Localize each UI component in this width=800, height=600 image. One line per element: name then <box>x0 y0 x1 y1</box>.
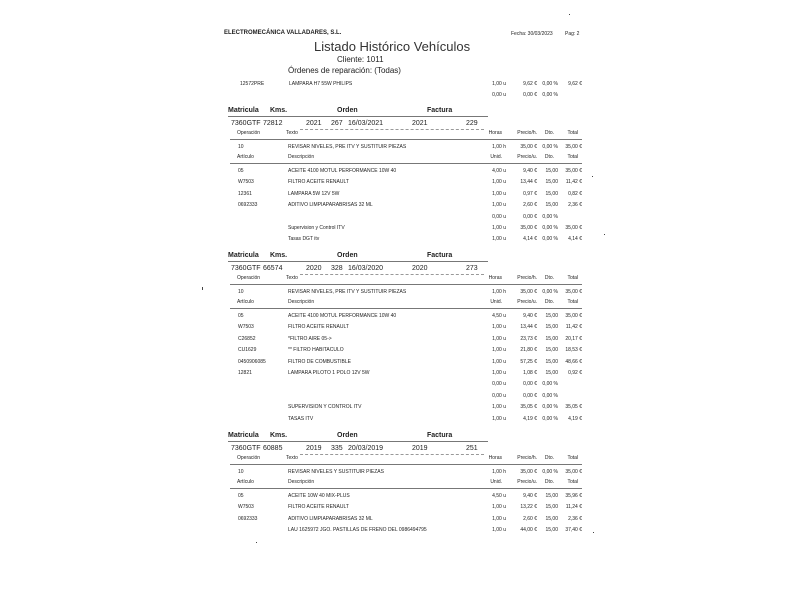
total-header: Total <box>567 275 578 281</box>
item-dto: 0,00 % <box>542 225 558 231</box>
matricula-label: Matricula <box>228 432 259 439</box>
item-price: 4,19 € <box>523 415 537 422</box>
dto-header: Dto. <box>544 299 554 305</box>
operation-total: 35,00 € <box>565 469 582 475</box>
dto-header: Dto. <box>544 455 554 461</box>
item-total: 37,40 € <box>565 527 582 534</box>
item-price: 2,60 € <box>523 515 537 522</box>
item-desc: Supervision y Control ITV <box>288 225 345 231</box>
item-price: 0,00 € <box>523 381 537 388</box>
item-dto: 15,00 <box>545 168 558 174</box>
intro-desc: LAMPARA H7 55W PHILIPS <box>289 81 353 87</box>
item-total: 35,05 € <box>565 404 582 411</box>
header-rule <box>230 163 582 164</box>
operation-total: 35,00 € <box>565 289 582 295</box>
item-desc: LAMPARA 5W 12V 5W <box>288 190 340 197</box>
item-price: 0,00 € <box>523 213 537 220</box>
section-top-rule <box>228 441 488 442</box>
item-qty: 1,00 u <box>492 504 506 511</box>
item-code: 12821 <box>238 370 252 376</box>
item-qty: 1,00 u <box>492 324 506 331</box>
orders-filter: Órdenes de reparación: (Todas) <box>288 66 401 75</box>
dto-header: Dto. <box>544 130 554 136</box>
item-desc: FILTRO ACEITE RENAULT <box>288 179 349 186</box>
item-total: 4,14 € <box>568 236 582 243</box>
item-qty: 1,00 u <box>492 404 506 411</box>
operation-dto: 0,00 % <box>542 144 558 150</box>
vehicle-plate: 7360GTF <box>231 120 261 127</box>
dto-header: Dto. <box>544 275 554 281</box>
item-dto: 0,00 % <box>542 415 558 422</box>
precioh-header: Precio/h. <box>517 455 537 461</box>
item-price: 1,08 € <box>523 370 537 376</box>
order-year: 2021 <box>306 120 322 127</box>
operation-hours: 1,00 h <box>492 144 506 150</box>
item-total: 2,36 € <box>568 202 582 209</box>
order-date: 16/03/2021 <box>348 120 384 127</box>
item-code: W7503 <box>238 504 254 511</box>
item-desc: ** FILTRO HABITACULO <box>288 347 344 354</box>
order-number: 335 <box>331 445 343 452</box>
item-desc: FILTRO DE COMBUSTIBLE <box>288 358 351 365</box>
operation-hours: 1,00 h <box>492 469 506 475</box>
header-rule <box>230 308 582 309</box>
operacion-header: Operación <box>237 130 261 136</box>
operation-code: 10 <box>238 144 244 150</box>
item-price: 13,22 € <box>520 504 537 511</box>
item-price: 9,40 € <box>523 313 537 319</box>
item-price: 0,97 € <box>523 190 537 197</box>
item-qty: 4,50 u <box>492 313 506 319</box>
item-qty: 1,00 u <box>492 415 506 422</box>
item-qty: 1,00 u <box>492 370 506 376</box>
operation-price: 35,00 € <box>520 469 537 475</box>
item-qty: 1,00 u <box>492 236 506 243</box>
articulo-header: Artículo <box>237 299 254 305</box>
item-desc: ADITIVO LIMPIAPARABRISAS 32 ML <box>288 515 373 522</box>
order-year: 2020 <box>306 265 322 272</box>
precio-header: Precio/u. <box>517 479 537 485</box>
item-dto: 15,00 <box>545 179 558 186</box>
item-price: 44,00 € <box>520 527 537 534</box>
total-header: Total <box>567 154 578 160</box>
item-code: W7503 <box>238 324 254 331</box>
item-price: 9,40 € <box>523 493 537 499</box>
item-code: 0692333 <box>238 202 258 209</box>
operation-text: REVISAR NIVELES, PRE ITV Y SUSTITUIR PIEZAS <box>288 289 407 295</box>
item-desc: ACEITE 4100 MOTUL PERFORMANCE 10W 40 <box>288 313 397 319</box>
factura-label: Factura <box>427 107 453 114</box>
item-qty: 1,00 u <box>492 202 506 209</box>
descripcion-header: Descripción <box>288 154 315 160</box>
total-header: Total <box>567 455 578 461</box>
item-dto: 15,00 <box>545 504 558 511</box>
item-qty: 4,00 u <box>492 168 506 174</box>
intro-total: 9,62 € <box>568 81 582 87</box>
intro-qty: 1,00 u <box>492 81 506 87</box>
item-desc: FILTRO ACEITE RENAULT <box>288 324 349 331</box>
item-qty: 1,00 u <box>492 335 506 342</box>
descripcion-header: Descripción <box>288 479 315 485</box>
item-desc: ACEITE 4100 MOTUL PERFORMANCE 10W 40 <box>288 168 397 174</box>
item-total: 0,82 € <box>568 190 582 197</box>
dto-header: Dto. <box>544 154 554 160</box>
invoice-year: 2021 <box>412 120 428 127</box>
operation-code: 10 <box>238 469 244 475</box>
factura-label: Factura <box>427 252 453 259</box>
item-qty: 0,00 u <box>492 381 506 388</box>
item-qty: 1,00 u <box>492 347 506 354</box>
header-rule <box>230 139 582 140</box>
item-total: 18,53 € <box>565 347 582 354</box>
vehicle-kms: 66574 <box>263 265 283 272</box>
item-dto: 15,00 <box>545 370 558 376</box>
total-header: Total <box>567 130 578 136</box>
vehicle-plate: 7360GTF <box>231 445 261 452</box>
texto-header: Texto <box>286 130 298 136</box>
articulo-header: Artículo <box>237 154 254 160</box>
order-number: 328 <box>331 265 343 272</box>
item-total: 20,17 € <box>565 335 582 342</box>
item-total: 11,42 € <box>565 179 582 186</box>
unid-header: Unid. <box>490 154 502 160</box>
item-price: 57,25 € <box>520 358 537 365</box>
vehicle-kms: 72812 <box>263 120 283 127</box>
item-price: 13,44 € <box>520 324 537 331</box>
precioh-header: Precio/h. <box>517 130 537 136</box>
operacion-header: Operación <box>237 455 261 461</box>
item-total: 4,19 € <box>568 415 582 422</box>
texto-header: Texto <box>286 455 298 461</box>
vehicle-kms: 60885 <box>263 445 283 452</box>
item-code: 12361 <box>238 190 252 197</box>
operation-total: 35,00 € <box>565 144 582 150</box>
item-code: 0450906085 <box>238 358 266 365</box>
operation-price: 35,00 € <box>520 144 537 150</box>
kms-label: Kms. <box>270 432 288 439</box>
order-year: 2019 <box>306 445 322 452</box>
client-label: Cliente: 1011 <box>337 55 384 64</box>
dto-header: Dto. <box>544 479 554 485</box>
horas-header: Horas <box>488 130 502 136</box>
operation-price: 35,00 € <box>520 289 537 295</box>
operation-hours: 1,00 h <box>492 289 506 295</box>
item-code: 05 <box>238 313 244 319</box>
orden-label: Orden <box>337 107 358 114</box>
intro-dto: 0,00 % <box>542 92 558 98</box>
item-dto: 15,00 <box>545 493 558 499</box>
company-name: ELECTROMECÁNICA VALLADARES, S.L. <box>224 30 342 36</box>
precioh-header: Precio/h. <box>517 275 537 281</box>
item-dto: 15,00 <box>545 347 558 354</box>
total-header: Total <box>567 299 578 305</box>
item-code: CU1629 <box>238 347 257 354</box>
intro-price: 9,62 € <box>523 81 537 87</box>
item-price: 4,14 € <box>523 236 537 243</box>
orden-label: Orden <box>337 252 358 259</box>
item-dto: 0,00 % <box>542 381 558 388</box>
item-price: 23,73 € <box>520 335 537 342</box>
item-qty: 1,00 u <box>492 179 506 186</box>
item-dto: 15,00 <box>545 358 558 365</box>
operation-text: REVISAR NIVELES Y SUSTITUIR PIEZAS <box>288 469 384 475</box>
row-rule <box>300 274 484 275</box>
item-qty: 0,00 u <box>492 213 506 220</box>
operacion-header: Operación <box>237 275 261 281</box>
item-total: 35,00 € <box>565 313 582 319</box>
section-top-rule <box>228 116 488 117</box>
item-code: C26852 <box>238 335 256 342</box>
item-price: 13,44 € <box>520 179 537 186</box>
header-rule <box>230 284 582 285</box>
intro-code: 12572PRE <box>240 81 265 87</box>
item-qty: 0,00 u <box>492 392 506 399</box>
order-date: 20/03/2019 <box>348 445 384 452</box>
invoice-number: 251 <box>466 445 478 452</box>
item-dto: 15,00 <box>545 313 558 319</box>
operation-text: REVISAR NIVELES, PRE ITV Y SUSTITUIR PIEZAS <box>288 144 407 150</box>
item-desc: LAMPARA PILOTO 1 POLO 12V 5W <box>288 370 370 376</box>
matricula-label: Matricula <box>228 107 259 114</box>
invoice-number: 273 <box>466 265 478 272</box>
precio-header: Precio/u. <box>517 154 537 160</box>
item-price: 35,00 € <box>520 225 537 231</box>
item-qty: 4,50 u <box>492 493 506 499</box>
unid-header: Unid. <box>490 479 502 485</box>
operation-code: 10 <box>238 289 244 295</box>
item-total: 2,36 € <box>568 515 582 522</box>
item-dto: 15,00 <box>545 527 558 534</box>
item-price: 2,60 € <box>523 202 537 209</box>
item-desc: Tasas DGT itv <box>288 236 320 243</box>
kms-label: Kms. <box>270 107 288 114</box>
item-total: 11,24 € <box>565 504 582 511</box>
item-total: 35,96 € <box>565 493 582 499</box>
item-code: 05 <box>238 168 244 174</box>
invoice-year: 2020 <box>412 265 428 272</box>
item-dto: 15,00 <box>545 190 558 197</box>
item-price: 9,40 € <box>523 168 537 174</box>
total-header: Total <box>567 479 578 485</box>
item-dto: 15,00 <box>545 335 558 342</box>
order-date: 16/03/2020 <box>348 265 384 272</box>
item-dto: 0,00 % <box>542 213 558 220</box>
order-number: 267 <box>331 120 343 127</box>
row-rule <box>300 454 484 455</box>
item-desc: *FILTRO AIRE 05-> <box>288 335 332 342</box>
item-dto: 0,00 % <box>542 236 558 243</box>
row-rule <box>300 129 484 130</box>
item-price: 35,05 € <box>520 404 537 411</box>
horas-header: Horas <box>488 275 502 281</box>
item-price: 0,00 € <box>523 392 537 399</box>
vehicle-plate: 7360GTF <box>231 265 261 272</box>
operation-dto: 0,00 % <box>542 289 558 295</box>
item-qty: 1,00 u <box>492 358 506 365</box>
item-total: 11,42 € <box>565 324 582 331</box>
item-qty: 1,00 u <box>492 515 506 522</box>
print-date: Fecha: 30/03/2023 <box>511 31 553 37</box>
item-desc: ADITIVO LIMPIAPARABRISAS 32 ML <box>288 202 373 209</box>
orden-label: Orden <box>337 432 358 439</box>
item-desc: SUPERVISION Y CONTROL ITV <box>288 404 362 411</box>
intro-qty: 0,00 u <box>492 92 506 98</box>
item-desc: LAU 1625972 JGO. PASTILLAS DE FRENO DEL 0986494795 <box>288 527 427 534</box>
item-total: 0,92 € <box>568 370 582 376</box>
unid-header: Unid. <box>490 299 502 305</box>
item-dto: 0,00 % <box>542 404 558 411</box>
item-dto: 15,00 <box>545 202 558 209</box>
item-qty: 1,00 u <box>492 527 506 534</box>
matricula-label: Matricula <box>228 252 259 259</box>
item-code: 05 <box>238 493 244 499</box>
page-title: Listado Histórico Vehículos <box>314 39 471 54</box>
descripcion-header: Descripción <box>288 299 315 305</box>
texto-header: Texto <box>286 275 298 281</box>
invoice-year: 2019 <box>412 445 428 452</box>
item-dto: 15,00 <box>545 324 558 331</box>
item-desc: FILTRO ACEITE RENAULT <box>288 504 349 511</box>
horas-header: Horas <box>488 455 502 461</box>
item-code: W7503 <box>238 179 254 186</box>
precio-header: Precio/u. <box>517 299 537 305</box>
item-price: 21,80 € <box>520 347 537 354</box>
header-rule <box>230 488 582 489</box>
item-dto: 15,00 <box>545 515 558 522</box>
item-total: 35,00 € <box>565 168 582 174</box>
factura-label: Factura <box>427 432 453 439</box>
item-dto: 0,00 % <box>542 392 558 399</box>
intro-dto: 0,00 % <box>542 81 558 87</box>
item-qty: 1,00 u <box>492 225 506 231</box>
item-desc: ACEITE 10W 40 MIX-PLUS <box>288 493 350 499</box>
item-total: 48,66 € <box>565 358 582 365</box>
intro-price: 0,00 € <box>523 92 537 98</box>
page-number: Pag: 2 <box>565 31 580 37</box>
item-code: 0692333 <box>238 515 258 522</box>
item-qty: 1,00 u <box>492 190 506 197</box>
section-top-rule <box>228 261 488 262</box>
item-desc: TASAS ITV <box>288 415 314 422</box>
articulo-header: Artículo <box>237 479 254 485</box>
invoice-number: 229 <box>466 120 478 127</box>
header-rule <box>230 464 582 465</box>
operation-dto: 0,00 % <box>542 469 558 475</box>
kms-label: Kms. <box>270 252 288 259</box>
item-total: 35,00 € <box>565 225 582 231</box>
